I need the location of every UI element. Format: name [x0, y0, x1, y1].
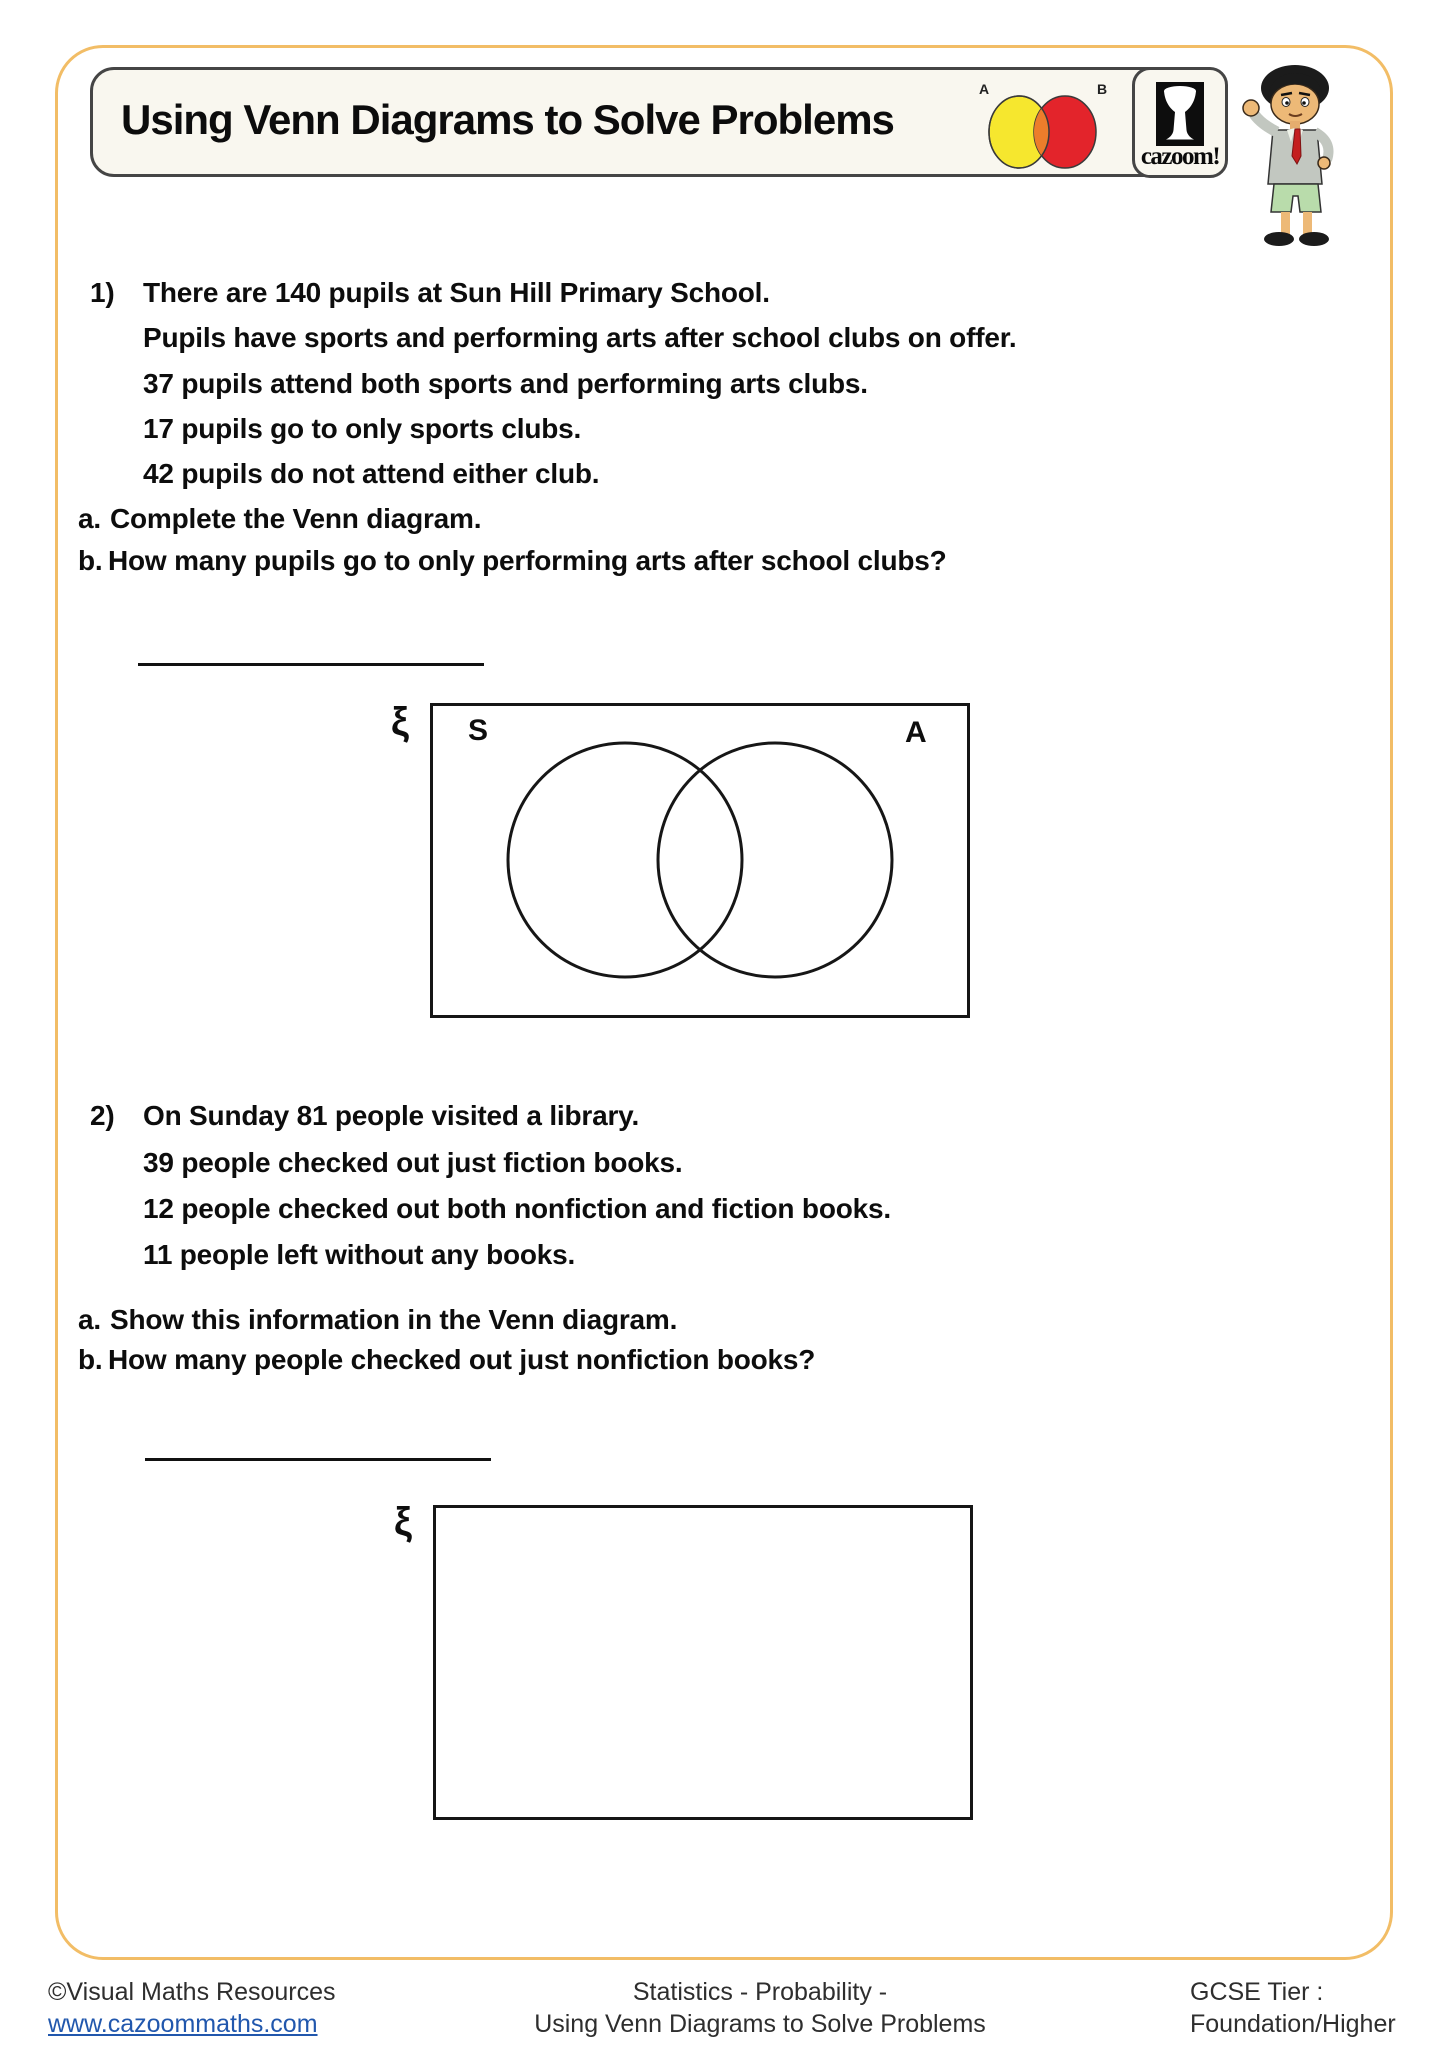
q1-universal-set-symbol: ξ	[391, 700, 409, 744]
q1-answer-line	[138, 663, 484, 666]
footer-tier-value: Foundation/Higher	[1190, 2010, 1396, 2038]
footer-website-link[interactable]: www.cazoommaths.com	[48, 2010, 318, 2038]
q2-part-a-text: Show this information in the Venn diagram.	[110, 1304, 678, 1335]
q1-line: 17 pupils go to only sports clubs.	[143, 413, 582, 444]
cazoom-wordmark: cazoom!	[1140, 143, 1220, 170]
q2-line: 12 people checked out both nonfiction and fiction books.	[143, 1193, 891, 1224]
q1-line: 37 pupils attend both sports and performing arts clubs.	[143, 368, 868, 399]
q1-line: There are 140 pupils at Sun Hill Primary School.	[143, 277, 770, 308]
q1-part-b-text: How many pupils go to only performing arts after school clubs?	[108, 545, 947, 576]
q1-set-a-label: A	[905, 716, 927, 749]
cazoom-logo	[1132, 67, 1228, 178]
q1-venn-diagram-box	[430, 703, 970, 1018]
q1-part-a-label: a.	[78, 503, 101, 534]
q2-part-b-label: b.	[78, 1344, 103, 1375]
footer-topic-line1: Statistics - Probability -	[632, 1978, 888, 2006]
venn-diagram-logo-icon	[975, 78, 1111, 174]
venn-logo-label-a: A	[979, 81, 990, 97]
q1-venn-circles	[433, 706, 967, 1015]
djembe-drum-icon	[1156, 82, 1204, 146]
q2-line: 11 people left without any books.	[143, 1239, 576, 1270]
q2-answer-line	[145, 1458, 491, 1461]
q2-number: 2)	[90, 1100, 115, 1131]
footer-tier-label: GCSE Tier :	[1190, 1978, 1324, 2006]
footer-copyright: ©Visual Maths Resources	[48, 1978, 336, 2006]
q1-line: Pupils have sports and performing arts after school clubs on offer.	[143, 322, 1017, 353]
q2-line: 39 people checked out just fiction books.	[143, 1147, 683, 1178]
q2-part-a-label: a.	[78, 1304, 101, 1335]
q1-set-s-label: S	[468, 714, 489, 747]
q1-part-b-label: b.	[78, 545, 103, 576]
q1-line: 42 pupils do not attend either club.	[143, 458, 600, 489]
worksheet-header	[90, 67, 1228, 177]
boy-student-character	[1237, 62, 1355, 247]
venn-logo-label-b: B	[1097, 81, 1108, 97]
q2-part-b-text: How many people checked out just nonfiction books?	[108, 1344, 816, 1375]
q2-line: On Sunday 81 people visited a library.	[143, 1100, 640, 1131]
q1-number: 1)	[90, 277, 115, 308]
page-title: Using Venn Diagrams to Solve Problems	[121, 96, 894, 143]
q2-venn-diagram-box	[433, 1505, 973, 1820]
q2-universal-set-symbol: ξ	[394, 1500, 412, 1544]
q1-part-a-text: Complete the Venn diagram.	[110, 503, 482, 534]
footer-topic-line2: Using Venn Diagrams to Solve Problems	[534, 2010, 986, 2038]
